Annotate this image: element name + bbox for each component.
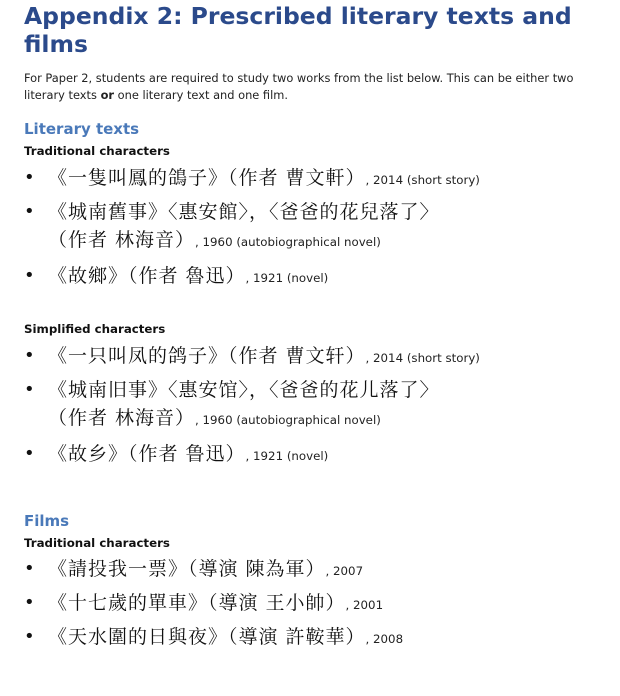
list-item: [24, 622, 614, 654]
bullet-icon: •: [24, 201, 35, 222]
film-title: 《十七歲的單車》（導演 王小帥）: [48, 592, 346, 614]
film-title: 《請投我一票》（導演 陳為軍）: [48, 558, 326, 580]
work-meta: , 1960 (autobiographical novel): [195, 235, 381, 249]
bullet-icon: •: [24, 558, 35, 579]
bullet-icon: •: [24, 626, 35, 647]
bullet-icon: •: [24, 265, 35, 286]
work-meta: , 2014 (short story): [365, 173, 480, 187]
bullet-icon: •: [24, 167, 35, 188]
work-meta: , 2014 (short story): [365, 351, 480, 365]
bullet-icon: •: [24, 592, 35, 613]
intro-text-part2: one literary text and one film.: [114, 88, 288, 102]
list-item: [24, 198, 614, 256]
work-title: 《故鄉》（作者 魯迅）: [48, 265, 246, 287]
work-title: 《城南舊事》〈惠安館〉，〈爸爸的花兒落了〉: [48, 201, 440, 223]
list-item: [24, 554, 614, 586]
intro-emphasis: or: [100, 88, 115, 102]
list-item: [24, 262, 614, 292]
bullet-icon: •: [24, 345, 35, 366]
intro-paragraph: [24, 70, 614, 104]
film-meta: , 2008: [365, 632, 404, 646]
film-meta: , 2001: [345, 598, 384, 612]
section-heading-literary: Literary texts: [24, 120, 140, 138]
work-meta: , 1921 (novel): [245, 449, 329, 463]
work-meta: , 1921 (novel): [245, 271, 329, 285]
list-item: [24, 376, 614, 434]
intro-text-part1: For Paper 2, students are required to study two works from the list below. This can be either two literary texts: [24, 71, 574, 102]
list-item: [24, 342, 614, 372]
work-title-continued: （作者 林海音）: [48, 407, 196, 429]
list-item: [24, 440, 614, 470]
film-meta: , 2007: [325, 564, 364, 578]
page-title: Appendix 2: Prescribed literary texts and films: [24, 2, 572, 58]
subheading-literary-traditional: Traditional characters: [24, 144, 170, 158]
work-title-continued: （作者 林海音）: [48, 229, 196, 251]
literary-traditional-list: [24, 164, 614, 292]
bullet-icon: •: [24, 443, 35, 464]
section-heading-films: Films: [24, 512, 70, 530]
subheading-literary-simplified: Simplified characters: [24, 322, 166, 336]
bullet-icon: •: [24, 379, 35, 400]
literary-simplified-list: [24, 342, 614, 470]
work-meta: , 1960 (autobiographical novel): [195, 413, 381, 427]
list-item: [24, 588, 614, 620]
film-title: 《天水圍的日與夜》（導演 許鞍華）: [48, 626, 366, 648]
work-title: 《一隻叫鳳的鴿子》（作者 曹文軒）: [48, 167, 366, 189]
list-item: [24, 164, 614, 194]
work-title: 《一只叫凤的鸽子》（作者 曹文轩）: [48, 345, 366, 367]
appendix-page: [24, 0, 614, 654]
films-traditional-list: [24, 554, 614, 654]
work-title: 《故乡》（作者 鲁迅）: [48, 443, 246, 465]
subheading-films-traditional: Traditional characters: [24, 536, 170, 550]
work-title: 《城南旧事》〈惠安馆〉，〈爸爸的花儿落了〉: [48, 379, 440, 401]
